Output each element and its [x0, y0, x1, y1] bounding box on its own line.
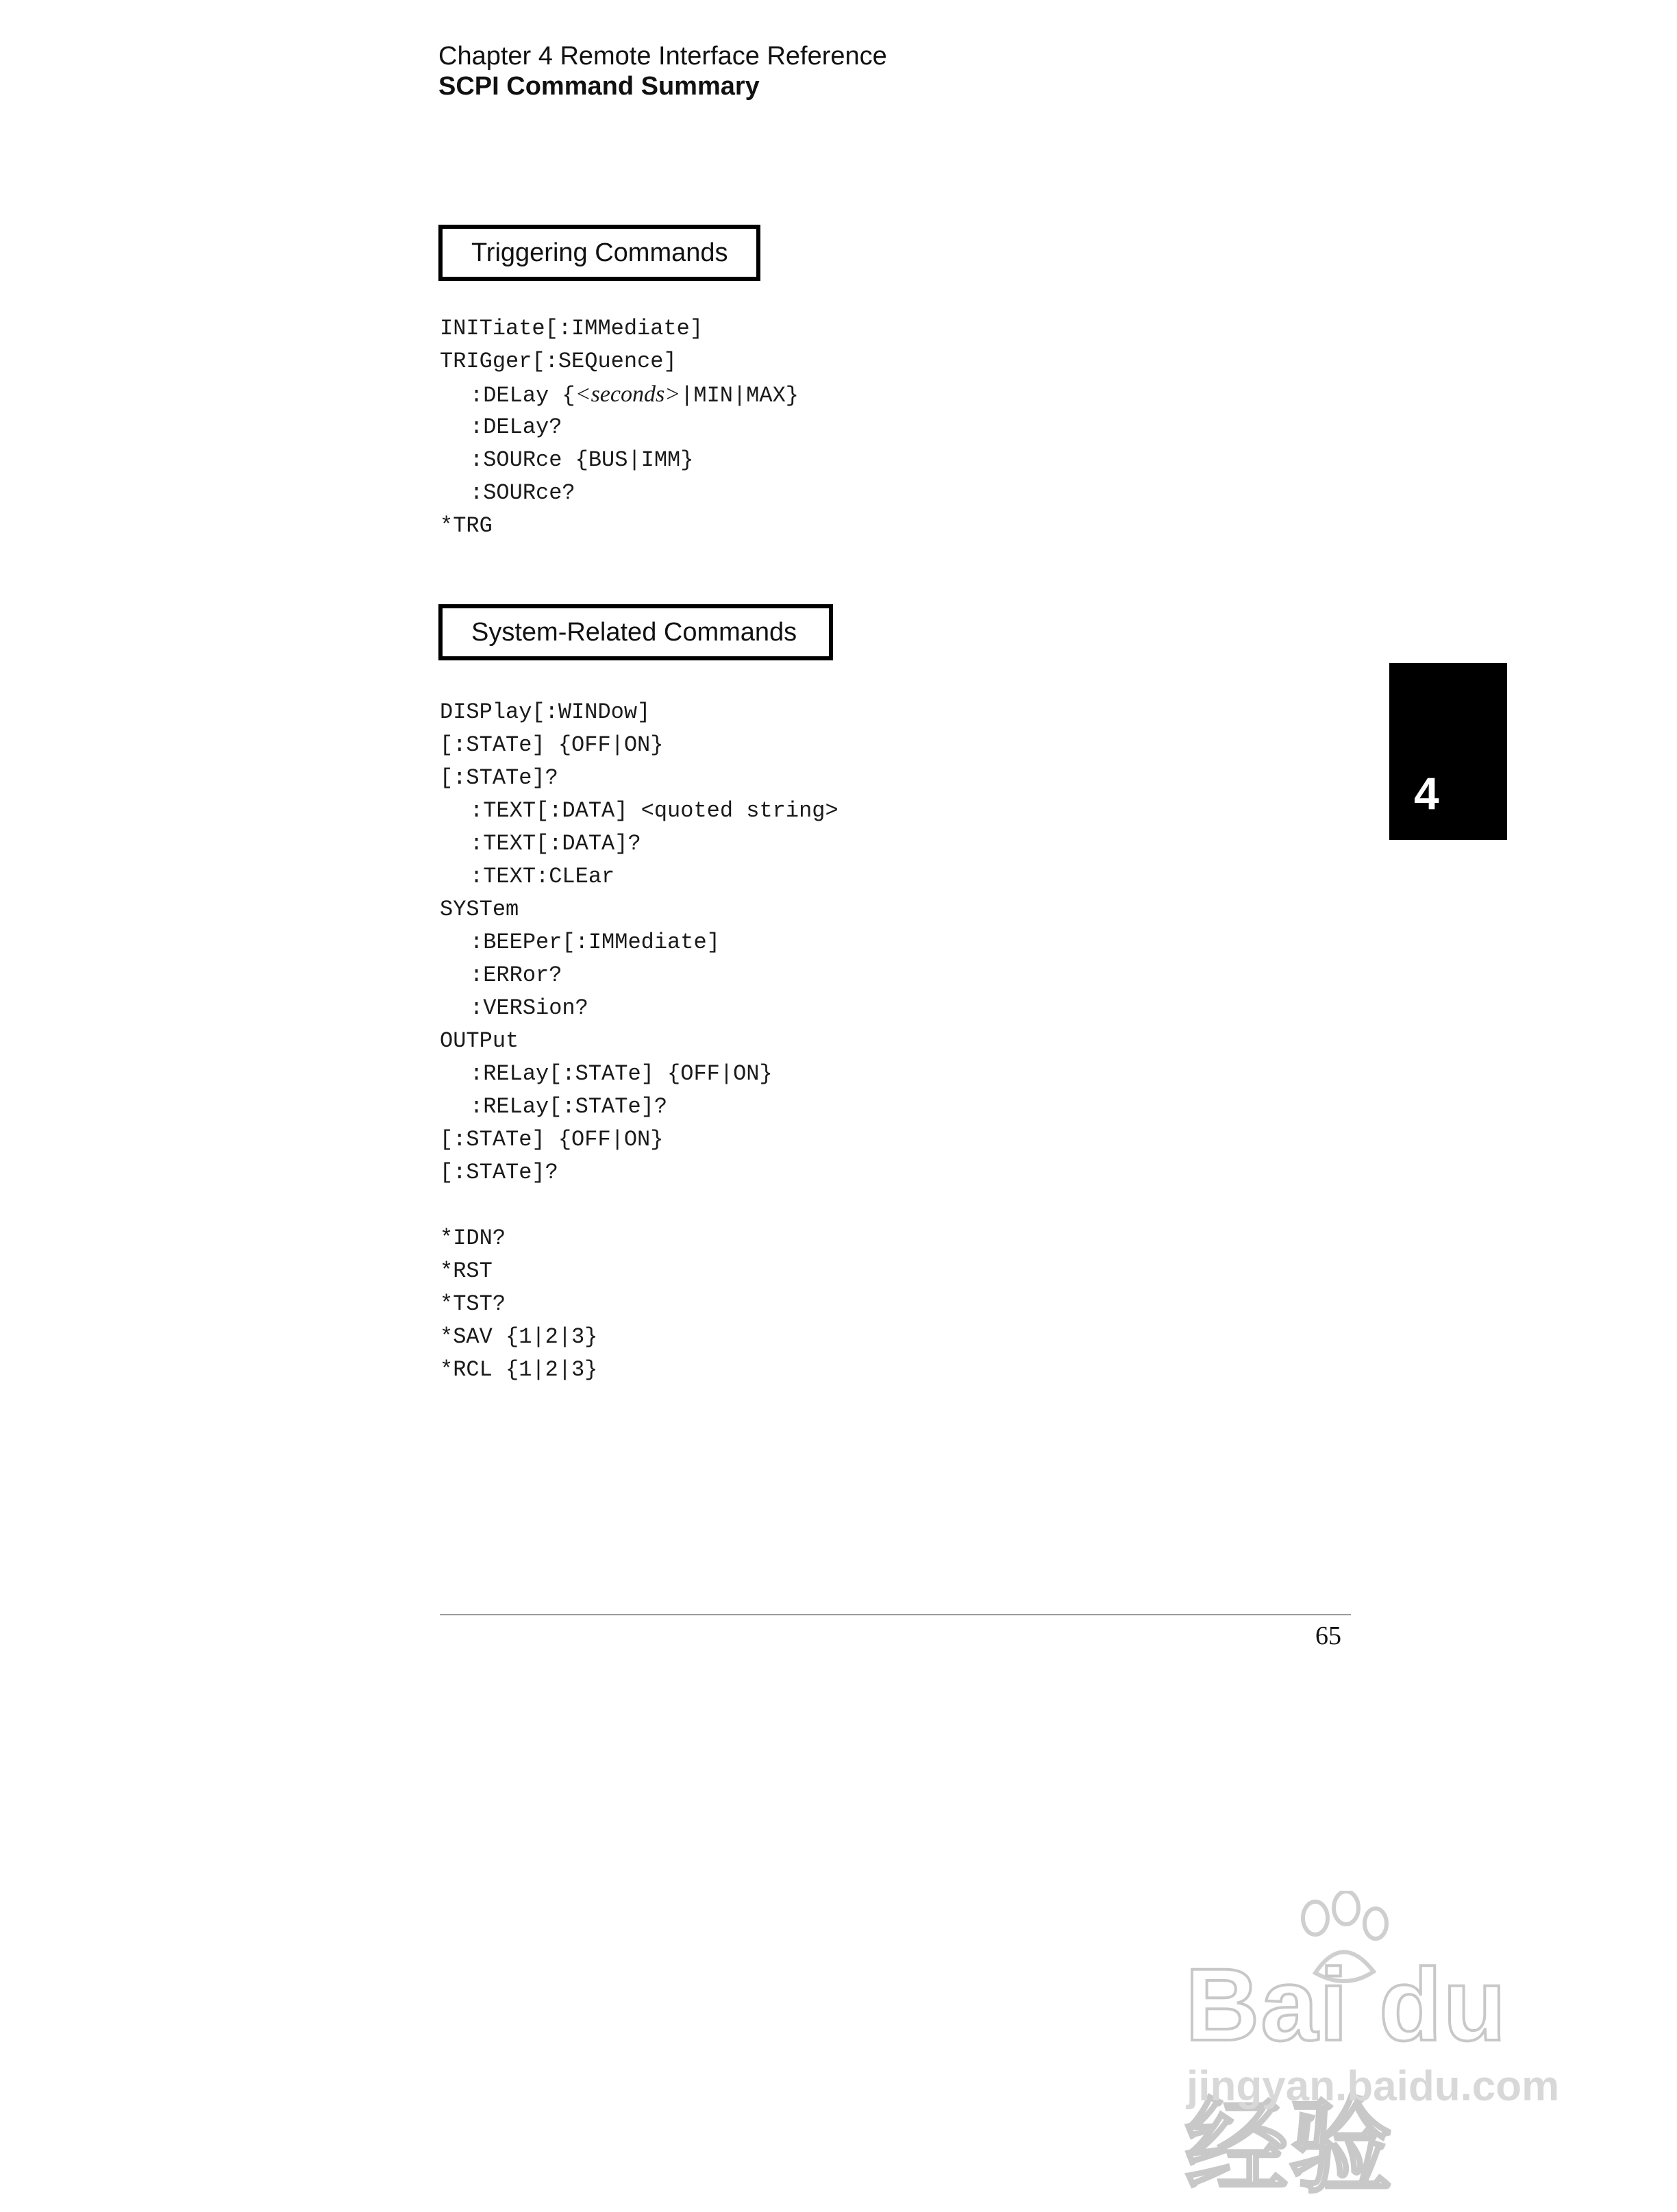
triggering-command-list: [440, 312, 799, 543]
command-text: :TEXT[:DATA]?: [470, 831, 641, 856]
system-commands-heading: System-Related Commands: [438, 604, 833, 660]
baidu-watermark: [1185, 1891, 1569, 2204]
command-line: [440, 1288, 838, 1321]
footer-rule: [440, 1614, 1351, 1615]
command-text: :BEEPer[:IMMediate]: [470, 930, 720, 955]
command-line: [440, 1321, 838, 1354]
command-text: *RCL {1|2|3}: [440, 1357, 598, 1382]
running-header-chapter: Chapter 4 Remote Interface Reference: [438, 42, 887, 71]
command-line: [440, 926, 838, 959]
command-text: :RELay[:STATe] {OFF|ON}: [470, 1061, 773, 1086]
command-line: [440, 1025, 838, 1058]
command-text: :SOURce {BUS|IMM}: [470, 447, 694, 473]
running-header-section: SCPI Command Summary: [438, 72, 760, 101]
command-line: [440, 1189, 838, 1222]
command-line: [440, 893, 838, 926]
command-text: *IDN?: [440, 1226, 506, 1251]
command-line: [440, 795, 838, 828]
command-line: [440, 1156, 838, 1189]
command-text: [:STATe] {OFF|ON}: [440, 732, 664, 758]
command-line: [440, 1091, 838, 1123]
triggering-commands-heading: Triggering Commands: [438, 225, 760, 281]
command-text: *TST?: [440, 1291, 506, 1317]
command-text: [:STATe]?: [440, 1160, 558, 1185]
command-line: [440, 959, 838, 992]
command-line: [440, 477, 799, 510]
command-line: [440, 860, 838, 893]
watermark-brand: Bai du 经验: [1185, 1947, 1508, 2204]
command-text: :DELay?: [470, 414, 562, 440]
command-options: |MIN|MAX}: [680, 383, 799, 408]
command-text: :DELay {: [470, 383, 575, 408]
page-number: 65: [1315, 1621, 1341, 1650]
command-text: OUTPut: [440, 1028, 519, 1054]
command-text: DISPlay[:WINDow]: [440, 699, 651, 725]
command-text: TRIGger[:SEQuence]: [440, 349, 677, 374]
command-line: [440, 1354, 838, 1387]
command-line: [440, 992, 838, 1025]
command-text: INITiate[:IMMediate]: [440, 316, 704, 341]
command-line: [440, 444, 799, 477]
command-line: [440, 345, 799, 378]
command-line: [440, 378, 799, 411]
command-line: [440, 696, 838, 729]
command-line: [440, 828, 838, 860]
command-line: [440, 411, 799, 444]
command-text: :ERRor?: [470, 962, 562, 988]
system-command-list: [440, 696, 838, 1387]
command-text: *SAV {1|2|3}: [440, 1324, 598, 1350]
command-text: :VERSion?: [470, 995, 588, 1021]
chapter-tab: 4: [1389, 663, 1507, 840]
command-text: *RST: [440, 1258, 493, 1284]
command-line: [440, 312, 799, 345]
command-text: :SOURce?: [470, 480, 575, 506]
command-text: :TEXT[:DATA] <quoted string>: [470, 798, 838, 823]
command-argument: <seconds>: [575, 382, 681, 407]
command-text: *TRG: [440, 513, 493, 538]
command-line: [440, 729, 838, 762]
command-line: [440, 1222, 838, 1255]
watermark-site: jingyan.baidu.com: [1187, 2063, 1560, 2110]
command-line: [440, 762, 838, 795]
command-text: SYSTem: [440, 897, 519, 922]
command-text: [:STATe] {OFF|ON}: [440, 1127, 664, 1152]
command-text: :RELay[:STATe]?: [470, 1094, 668, 1119]
command-line: [440, 510, 799, 543]
command-text: :TEXT:CLEar: [470, 864, 615, 889]
command-line: [440, 1255, 838, 1288]
command-line: [440, 1058, 838, 1091]
command-line: [440, 1123, 838, 1156]
command-text: [:STATe]?: [440, 765, 558, 791]
